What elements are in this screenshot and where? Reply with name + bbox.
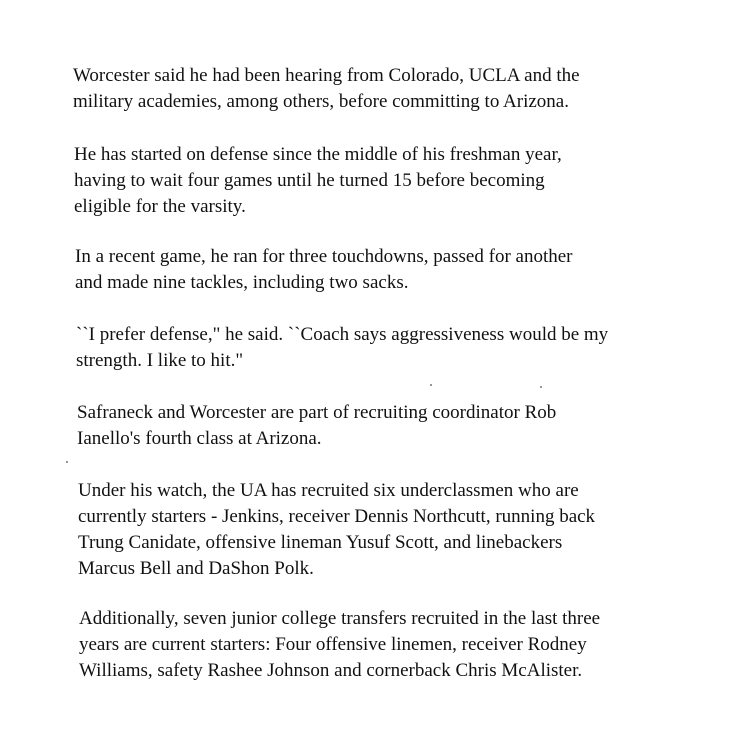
text-line: and made nine tackles, including two sacks. (75, 272, 409, 293)
text-line: Under his watch, the UA has recruited six underclassmen who are (78, 480, 579, 501)
text-line: Marcus Bell and DaShon Polk. (78, 558, 314, 579)
scan-speck (66, 461, 68, 463)
text-line: He has started on defense since the middle of his freshman year, (74, 144, 562, 165)
text-line: having to wait four games until he turned 15 before becoming (74, 170, 545, 191)
text-line: eligible for the varsity. (74, 196, 246, 217)
paragraph-freshman-year (74, 142, 562, 220)
text-line: ``I prefer defense," he said. ``Coach says aggressiveness would be my (76, 324, 609, 345)
paragraph-recruiting-interest (73, 63, 580, 115)
scan-speck (540, 386, 542, 388)
scan-speck (430, 384, 432, 386)
text-line: Additionally, seven junior college transfers recruited in the last three (79, 608, 601, 629)
paragraph-recruiting-coordinator (77, 400, 556, 452)
text-line: Ianello's fourth class at Arizona. (77, 428, 322, 449)
paragraph-underclassmen-starters (78, 478, 595, 582)
paragraph-recent-game (75, 244, 573, 296)
paragraph-junior-college-transfers (79, 606, 600, 684)
text-line: currently starters - Jenkins, receiver Dennis Northcutt, running back (78, 506, 596, 527)
text-line: Safraneck and Worcester are part of recruiting coordinator Rob (77, 402, 557, 423)
text-line: strength. I like to hit." (76, 350, 244, 371)
text-line: Trung Canidate, offensive lineman Yusuf Scott, and linebackers (78, 532, 563, 553)
text-line: Worcester said he had been hearing from Colorado, UCLA and the (73, 65, 580, 86)
text-line: military academies, among others, before committing to Arizona. (73, 91, 569, 112)
paragraph-quote-defense (76, 322, 608, 374)
text-line: Williams, safety Rashee Johnson and cornerback Chris McAlister. (79, 660, 583, 681)
text-line: years are current starters: Four offensive linemen, receiver Rodney (79, 634, 587, 655)
text-line: In a recent game, he ran for three touchdowns, passed for another (75, 246, 573, 267)
